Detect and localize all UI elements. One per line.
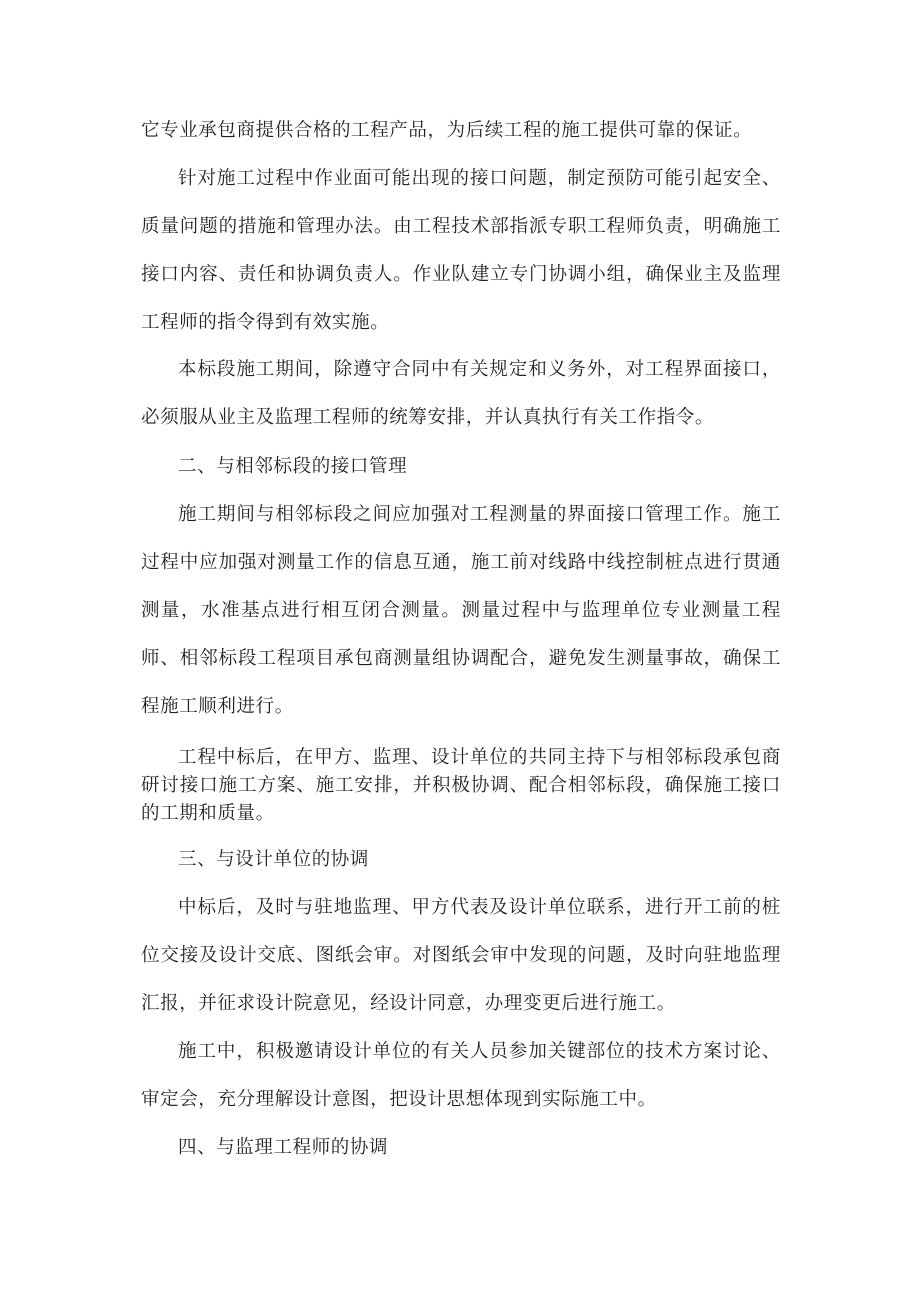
paragraph: 中标后，及时与驻地监理、甲方代表及设计单位联系，进行开工前的桩位交接及设计交底、图纸会审。对图纸会审中发现的问题，及时向驻地监理汇报，并征求设计院意见，经设计同意，办理变更后进行施工。 (141, 897, 781, 1014)
paragraph: 施工期间与相邻标段之间应加强对工程测量的界面接口管理工作。施工过程中应加强对测量工作的信息互通，施工前对线路中线控制桩点进行贯通测量，水准基点进行相互闭合测量。测量过程中与监理单位专业测量工程师、相邻标段工程项目承包商测量组协调配合，避免发生测量事故，确保工程施工顺利进行。 (141, 504, 781, 717)
paragraph: 工程中标后，在甲方、监理、设计单位的共同主持下与相邻标段承包商研讨接口施工方案、施工安排，并积极协调、配合相邻标段，确保施工接口的工期和质量。 (141, 747, 781, 824)
paragraph: 施工中，积极邀请设计单位的有关人员参加关键部位的技术方案讨论、审定会，充分理解设计意图，把设计思想体现到实际施工中。 (141, 1041, 781, 1110)
section-heading: 三、与设计单位的协调 (178, 849, 370, 870)
section-heading: 四、与监理工程师的协调 (178, 1137, 389, 1158)
paragraph: 它专业承包商提供合格的工程产品，为后续工程的施工提供可靠的保证。 (141, 120, 753, 141)
paragraph: 本标段施工期间，除遵守合同中有关规定和义务外，对工程界面接口，必须服从业主及监理工程师的统筹安排，并认真执行有关工作指令。 (141, 359, 781, 428)
paragraph: 针对施工过程中作业面可能出现的接口问题，制定预防可能引起安全、质量问题的措施和管理办法。由工程技术部指派专职工程师负责，明确施工接口内容、责任和协调负责人。作业队建立专门协调小组，确保业主及监理工程师的指令得到有效实施。 (141, 168, 781, 333)
section-heading: 二、与相邻标段的接口管理 (178, 456, 408, 477)
